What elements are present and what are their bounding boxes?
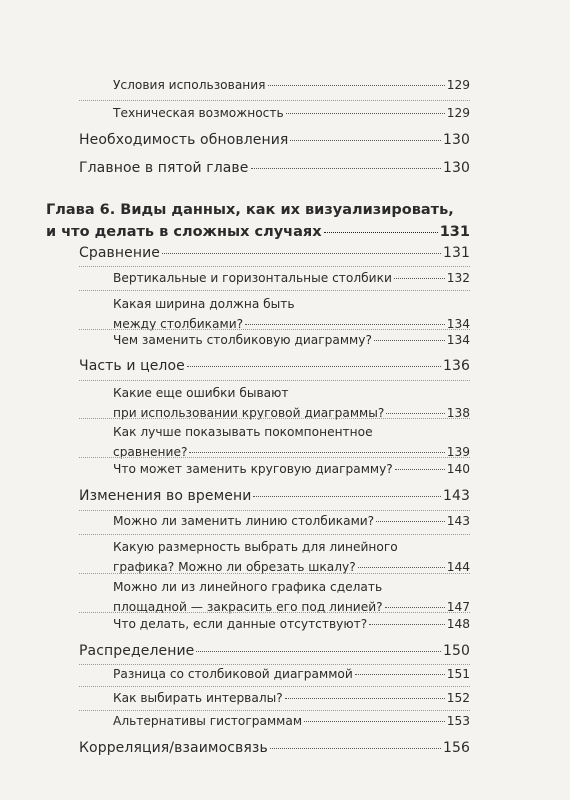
toc-entry-title: Чем заменить столбиковую диаграмму? [113, 333, 372, 347]
toc-entry-title: площадной — закрасить его под линией? [113, 600, 383, 614]
dot-leader [324, 232, 438, 233]
dot-leader [196, 651, 441, 652]
toc-entry [113, 514, 470, 528]
toc-page-number: 148 [446, 617, 470, 631]
toc-section-title: Часть и целое [79, 358, 185, 374]
toc-entry [113, 271, 470, 285]
dot-leader [385, 607, 445, 608]
dot-leader [290, 140, 441, 141]
toc-entry-title: Вертикальные и горизонтальные столбики [113, 271, 392, 285]
toc-entry-title: Можно ли из линейного графика сделать [113, 580, 383, 594]
separator-line [79, 686, 470, 687]
toc-section [79, 488, 470, 504]
toc-page-number: 134 [446, 317, 470, 331]
toc-entry-title: Техническая возможность [113, 106, 284, 120]
toc-section-title: Корреляция/взаимосвязь [79, 740, 268, 756]
toc-page-number: 130 [442, 132, 470, 148]
toc-entry-title: Альтернативы гистограммам [113, 714, 303, 728]
separator-line [79, 418, 470, 419]
toc-entry-title: Что делать, если данные отсутствуют? [113, 617, 368, 631]
toc-entry-title: сравнение? [113, 445, 188, 459]
separator-line [79, 100, 470, 101]
toc-page-number: 152 [446, 691, 470, 705]
toc-page-number: 153 [446, 714, 470, 728]
dot-leader [394, 278, 445, 279]
toc-entry [113, 577, 470, 617]
toc-entry-title: Как лучше показывать покомпонентное [113, 425, 373, 439]
toc-page-number: 143 [442, 488, 470, 504]
toc-entry [113, 78, 470, 92]
toc-entry-title: графика? Можно ли обрезать шкалу? [113, 560, 356, 574]
toc-entry [113, 667, 470, 681]
toc-entry-title: Какая ширина должна быть [113, 297, 295, 311]
toc-entry [113, 422, 470, 462]
toc-entry-title: Что может заменить круговую диаграмму? [113, 462, 393, 476]
separator-line [79, 664, 470, 665]
toc-page-number: 130 [442, 160, 470, 176]
toc-entry [113, 333, 470, 347]
toc-page-number: 139 [446, 445, 470, 459]
toc-page-number: 151 [446, 667, 470, 681]
toc-page-number: 136 [442, 358, 470, 374]
separator-line [79, 329, 470, 330]
separator-line [79, 510, 470, 511]
dot-leader [386, 413, 444, 414]
dot-leader [251, 168, 441, 169]
toc-page-number: 131 [439, 224, 470, 240]
dot-leader [369, 624, 445, 625]
toc-page-number: 144 [446, 560, 470, 574]
toc-page-number: 150 [442, 643, 470, 659]
toc-page-number: 132 [446, 271, 470, 285]
dot-leader [395, 469, 445, 470]
separator-line [79, 710, 470, 711]
toc-entry [113, 714, 470, 728]
toc-entry [113, 691, 470, 705]
toc-section [79, 245, 470, 261]
toc-entry-title: при использовании круговой диаграммы? [113, 406, 385, 420]
toc-entry [113, 294, 470, 334]
dot-leader [286, 113, 445, 114]
separator-line [79, 612, 470, 613]
dot-leader [162, 253, 441, 254]
toc-section-title: Распределение [79, 643, 195, 659]
chapter-heading [46, 199, 470, 243]
toc-entry-title: Как выбирать интервалы? [113, 691, 283, 705]
toc-page-number: 129 [446, 78, 470, 92]
chapter-title-line: Глава 6. Виды данных, как их визуализировать, [46, 202, 454, 218]
toc-entry-title: Какие еще ошибки бывают [113, 386, 289, 400]
toc-page-number: 134 [446, 333, 470, 347]
chapter-title-line: и что делать в сложных случаях [46, 224, 322, 240]
dot-leader [374, 340, 445, 341]
separator-line [79, 573, 470, 574]
toc-page-number: 131 [442, 245, 470, 261]
dot-leader [270, 748, 441, 749]
toc-section [79, 643, 470, 659]
dot-leader [245, 324, 445, 325]
toc-entry [113, 462, 470, 476]
toc-page-number: 143 [446, 514, 470, 528]
separator-line [79, 534, 470, 535]
toc-section-title: Изменения во времени [79, 488, 252, 504]
toc-section-title: Сравнение [79, 245, 161, 261]
toc-entry [113, 106, 470, 120]
toc-entry-title: Можно ли заменить линию столбиками? [113, 514, 375, 528]
toc-entry [113, 383, 470, 423]
separator-line [79, 457, 470, 458]
dot-leader [358, 567, 445, 568]
toc-page-number: 129 [446, 106, 470, 120]
separator-line [79, 380, 470, 381]
toc-section [79, 358, 470, 374]
dot-leader [187, 366, 441, 367]
separator-line [79, 266, 470, 267]
toc-entry [113, 537, 470, 577]
dot-leader [304, 721, 445, 722]
toc-entry-title: Главное в пятой главе [79, 160, 249, 176]
toc-page-number: 138 [446, 406, 470, 420]
toc-entry [79, 160, 470, 176]
dot-leader [355, 674, 445, 675]
separator-line [79, 290, 470, 291]
toc-entry-title: Условия использования [113, 78, 266, 92]
toc-page-number: 147 [446, 600, 470, 614]
toc-entry-title: Разница со столбиковой диаграммой [113, 667, 353, 681]
toc-page-number: 156 [442, 740, 470, 756]
toc-page-number: 140 [446, 462, 470, 476]
dot-leader [285, 698, 445, 699]
toc-section [79, 740, 470, 756]
toc-entry-title: между столбиками? [113, 317, 244, 331]
dot-leader [268, 85, 445, 86]
toc-entry-title: Какую размерность выбрать для линейного [113, 540, 398, 554]
dot-leader [253, 496, 441, 497]
dot-leader [189, 452, 444, 453]
dot-leader [376, 521, 445, 522]
toc-entry [113, 617, 470, 631]
toc-entry-title: Необходимость обновления [79, 132, 289, 148]
toc-entry [79, 132, 470, 148]
